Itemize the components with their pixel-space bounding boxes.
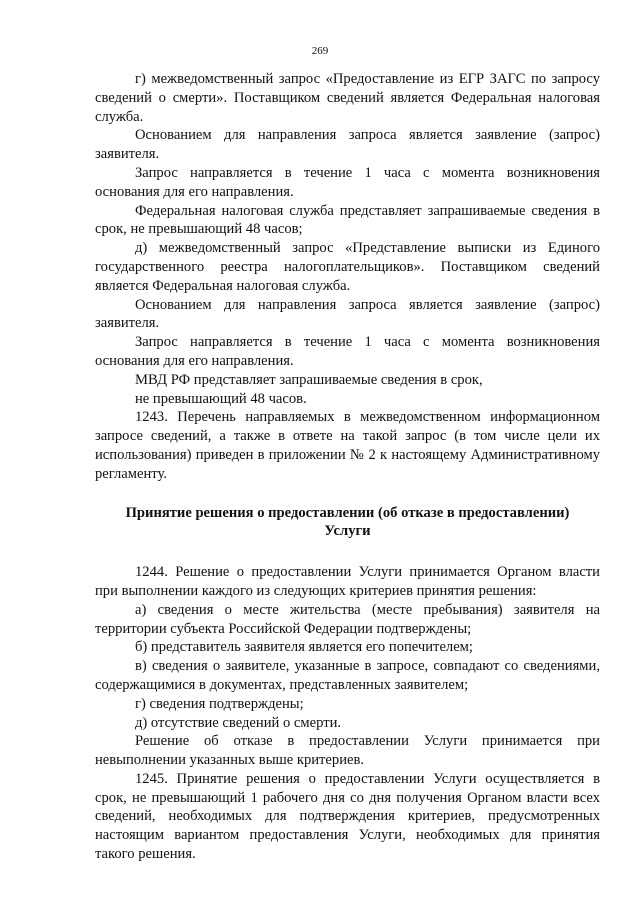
- paragraph-basis-d: Основанием для направления запроса является заявление (запрос) заявителя.: [95, 296, 600, 332]
- section-heading: [95, 504, 600, 542]
- criterion-v: в) сведения о заявителе, указанные в запросе, совпадают со сведениями, содержащимися в документах, представленных заявителем;: [95, 658, 600, 693]
- paragraph-1244: 1244. Решение о предоставлении Услуги принимается Органом власти при выполнении каждого из следующих критериев принятия решения:: [95, 564, 600, 599]
- section-heading-line1: Принятие решения о предоставлении (об отказе в предоставлении): [125, 504, 570, 521]
- paragraph-request-g: г) межведомственный запрос «Предоставление из ЕГР ЗАГС по запросу сведений о смерти». Поставщиком сведений является Федеральная налоговая служба.: [95, 71, 600, 125]
- page-content: [95, 70, 600, 864]
- criterion-d: д) отсутствие сведений о смерти.: [135, 714, 342, 731]
- criterion-a: а) сведения о месте жительства (месте пребывания) заявителя на территории субъекта Российской Федерации подтверждены;: [95, 601, 600, 637]
- paragraph-mvd-deadline-line2: не превышающий 48 часов.: [135, 390, 307, 407]
- paragraph-fns-deadline: Федеральная налоговая служба представляет запрашиваемые сведения в срок, не превышающий 48 часов;: [95, 202, 600, 238]
- criterion-b: б) представитель заявителя является его попечителем;: [135, 639, 473, 656]
- section-heading-line2: Услуги: [324, 523, 371, 540]
- criterion-g: г) сведения подтверждены;: [135, 695, 304, 712]
- paragraph-basis-g: Основанием для направления запроса является заявление (запрос) заявителя.: [95, 127, 600, 163]
- paragraph-refusal: Решение об отказе в предоставлении Услуги принимается при невыполнении указанных выше критериев.: [95, 733, 600, 769]
- paragraph-mvd-deadline-line1: МВД РФ представляет запрашиваемые сведения в срок,: [135, 371, 483, 388]
- paragraph-1245: 1245. Принятие решения о предоставлении Услуги осуществляется в срок, не превышающий 1 рабочего дня со дня получения Органом власти всех сведений, необходимых для подтверждения критериев, предусмотренных настоящим вариантом предоставления Услуги, необходимых для принятия такого решения.: [95, 770, 600, 863]
- paragraph-timing-d: Запрос направляется в течение 1 часа с момента возникновения основания для его направления.: [95, 334, 600, 369]
- paragraph-1243: 1243. Перечень направляемых в межведомственном информационном запросе сведений, а также в ответе на такой запрос (в том числе цели их использования) приведен в приложении № 2 к настоящему Административному регламенту.: [95, 409, 600, 482]
- page-number: 269: [311, 45, 329, 57]
- paragraph-timing-g: Запрос направляется в течение 1 часа с момента возникновения основания для его направления.: [95, 164, 600, 200]
- paragraph-request-d: д) межведомственный запрос «Представление выписки из Единого государственного реестра налогоплательщиков». Поставщиком сведений является Федеральная налоговая служба.: [95, 240, 600, 294]
